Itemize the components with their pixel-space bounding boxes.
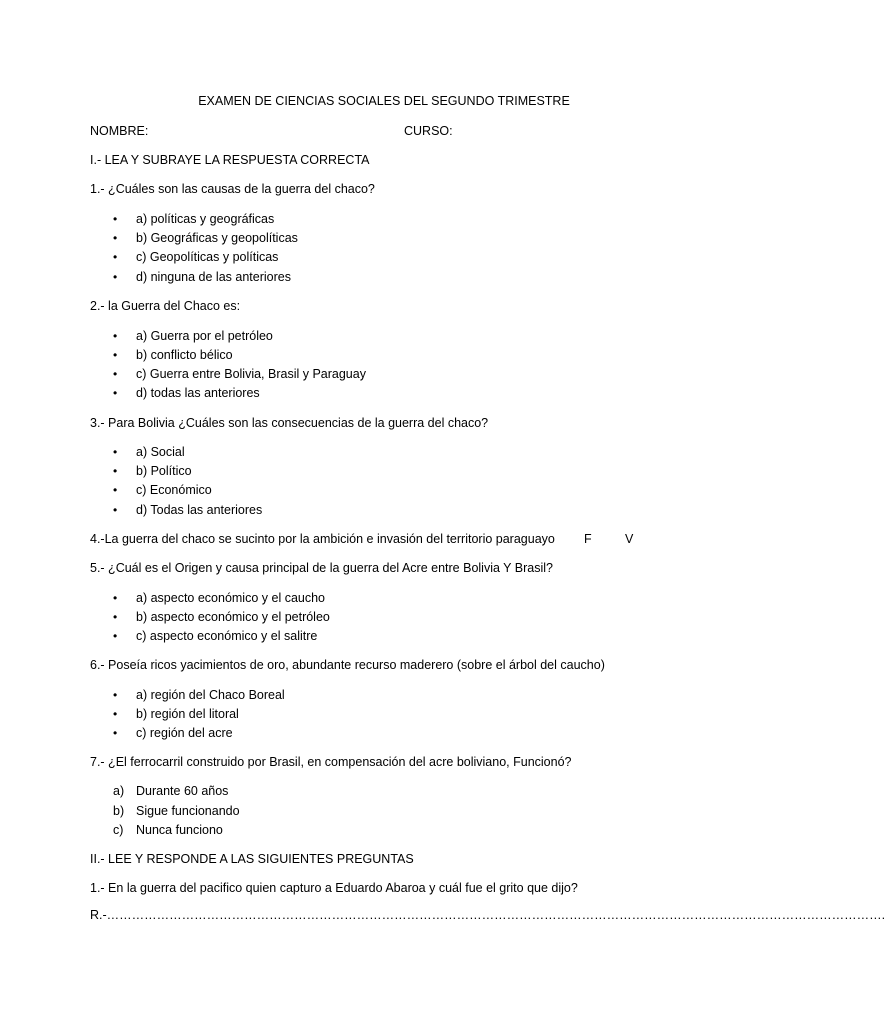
question-3: 3.- Para Bolivia ¿Cuáles son las consecuencias de la guerra del chaco? [90,416,489,430]
option-item: c) Geopolíticas y políticas [136,250,279,264]
option-item: b) aspecto económico y el petróleo [136,610,330,624]
bullet-icon: • [113,231,118,245]
option-item: d) todas las anteriores [136,386,260,400]
question-4: 4.-La guerra del chaco se sucinto por la ambición e invasión del territorio paraguayo [90,532,555,546]
bullet-icon: • [113,503,118,517]
curso-label: CURSO: [404,124,453,138]
option-item: a) región del Chaco Boreal [136,688,285,702]
option-item: c) región del acre [136,726,233,740]
bullet-icon: • [113,270,118,284]
option-item: b) región del litoral [136,707,239,721]
bullet-icon: • [113,348,118,362]
option-marker: b) [113,804,125,818]
option-item: b) Geográficas y geopolíticas [136,231,298,245]
option-item: d) ninguna de las anteriores [136,270,291,284]
bullet-icon: • [113,688,118,702]
bullet-icon: • [113,610,118,624]
bullet-icon: • [113,483,118,497]
question-7: 7.- ¿El ferrocarril construido por Brasil, en compensación del acre boliviano, Funcionó? [90,755,572,769]
answer-line[interactable]: R.-……………………………………………………………………………………………………………………………………………………………………. [90,908,885,922]
bullet-icon: • [113,445,118,459]
bullet-icon: • [113,591,118,605]
option-item: c) aspecto económico y el salitre [136,629,318,643]
option-item: b) conflicto bélico [136,348,233,362]
option-marker: a) [113,784,125,798]
option-item: b) Político [136,464,192,478]
section2-heading: II.- LEE Y RESPONDE A LAS SIGUIENTES PREGUNTAS [90,852,414,866]
bullet-icon: • [113,212,118,226]
bullet-icon: • [113,707,118,721]
section2-question-1: 1.- En la guerra del pacifico quien capturo a Eduardo Abaroa y cuál fue el grito que dijo? [90,881,578,895]
bullet-icon: • [113,329,118,343]
false-option: F [584,532,592,546]
option-item: Sigue funcionando [136,804,240,818]
bullet-icon: • [113,464,118,478]
nombre-label: NOMBRE: [90,124,149,138]
option-item: d) Todas las anteriores [136,503,263,517]
option-item: c) Económico [136,483,212,497]
bullet-icon: • [113,386,118,400]
bullet-icon: • [113,250,118,264]
question-5: 5.- ¿Cuál es el Origen y causa principal de la guerra del Acre entre Bolivia Y Brasil? [90,561,553,575]
option-marker: c) [113,823,124,837]
option-item: a) políticas y geográficas [136,212,275,226]
question-6: 6.- Poseía ricos yacimientos de oro, abundante recurso maderero (sobre el árbol del caucho) [90,658,605,672]
option-item: Durante 60 años [136,784,229,798]
bullet-icon: • [113,726,118,740]
question-2: 2.- la Guerra del Chaco es: [90,299,241,313]
option-item: a) Guerra por el petróleo [136,329,273,343]
bullet-icon: • [113,367,118,381]
option-item: c) Guerra entre Bolivia, Brasil y Paraguay [136,367,366,381]
section1-heading: I.- LEA Y SUBRAYE LA RESPUESTA CORRECTA [90,153,370,167]
question-1: 1.- ¿Cuáles son las causas de la guerra del chaco? [90,182,375,196]
true-option: V [625,532,634,546]
option-item: a) aspecto económico y el caucho [136,591,325,605]
option-item: Nunca funciono [136,823,223,837]
exam-title: EXAMEN DE CIENCIAS SOCIALES DEL SEGUNDO TRIMESTRE [198,94,570,108]
option-item: a) Social [136,445,185,459]
bullet-icon: • [113,629,118,643]
